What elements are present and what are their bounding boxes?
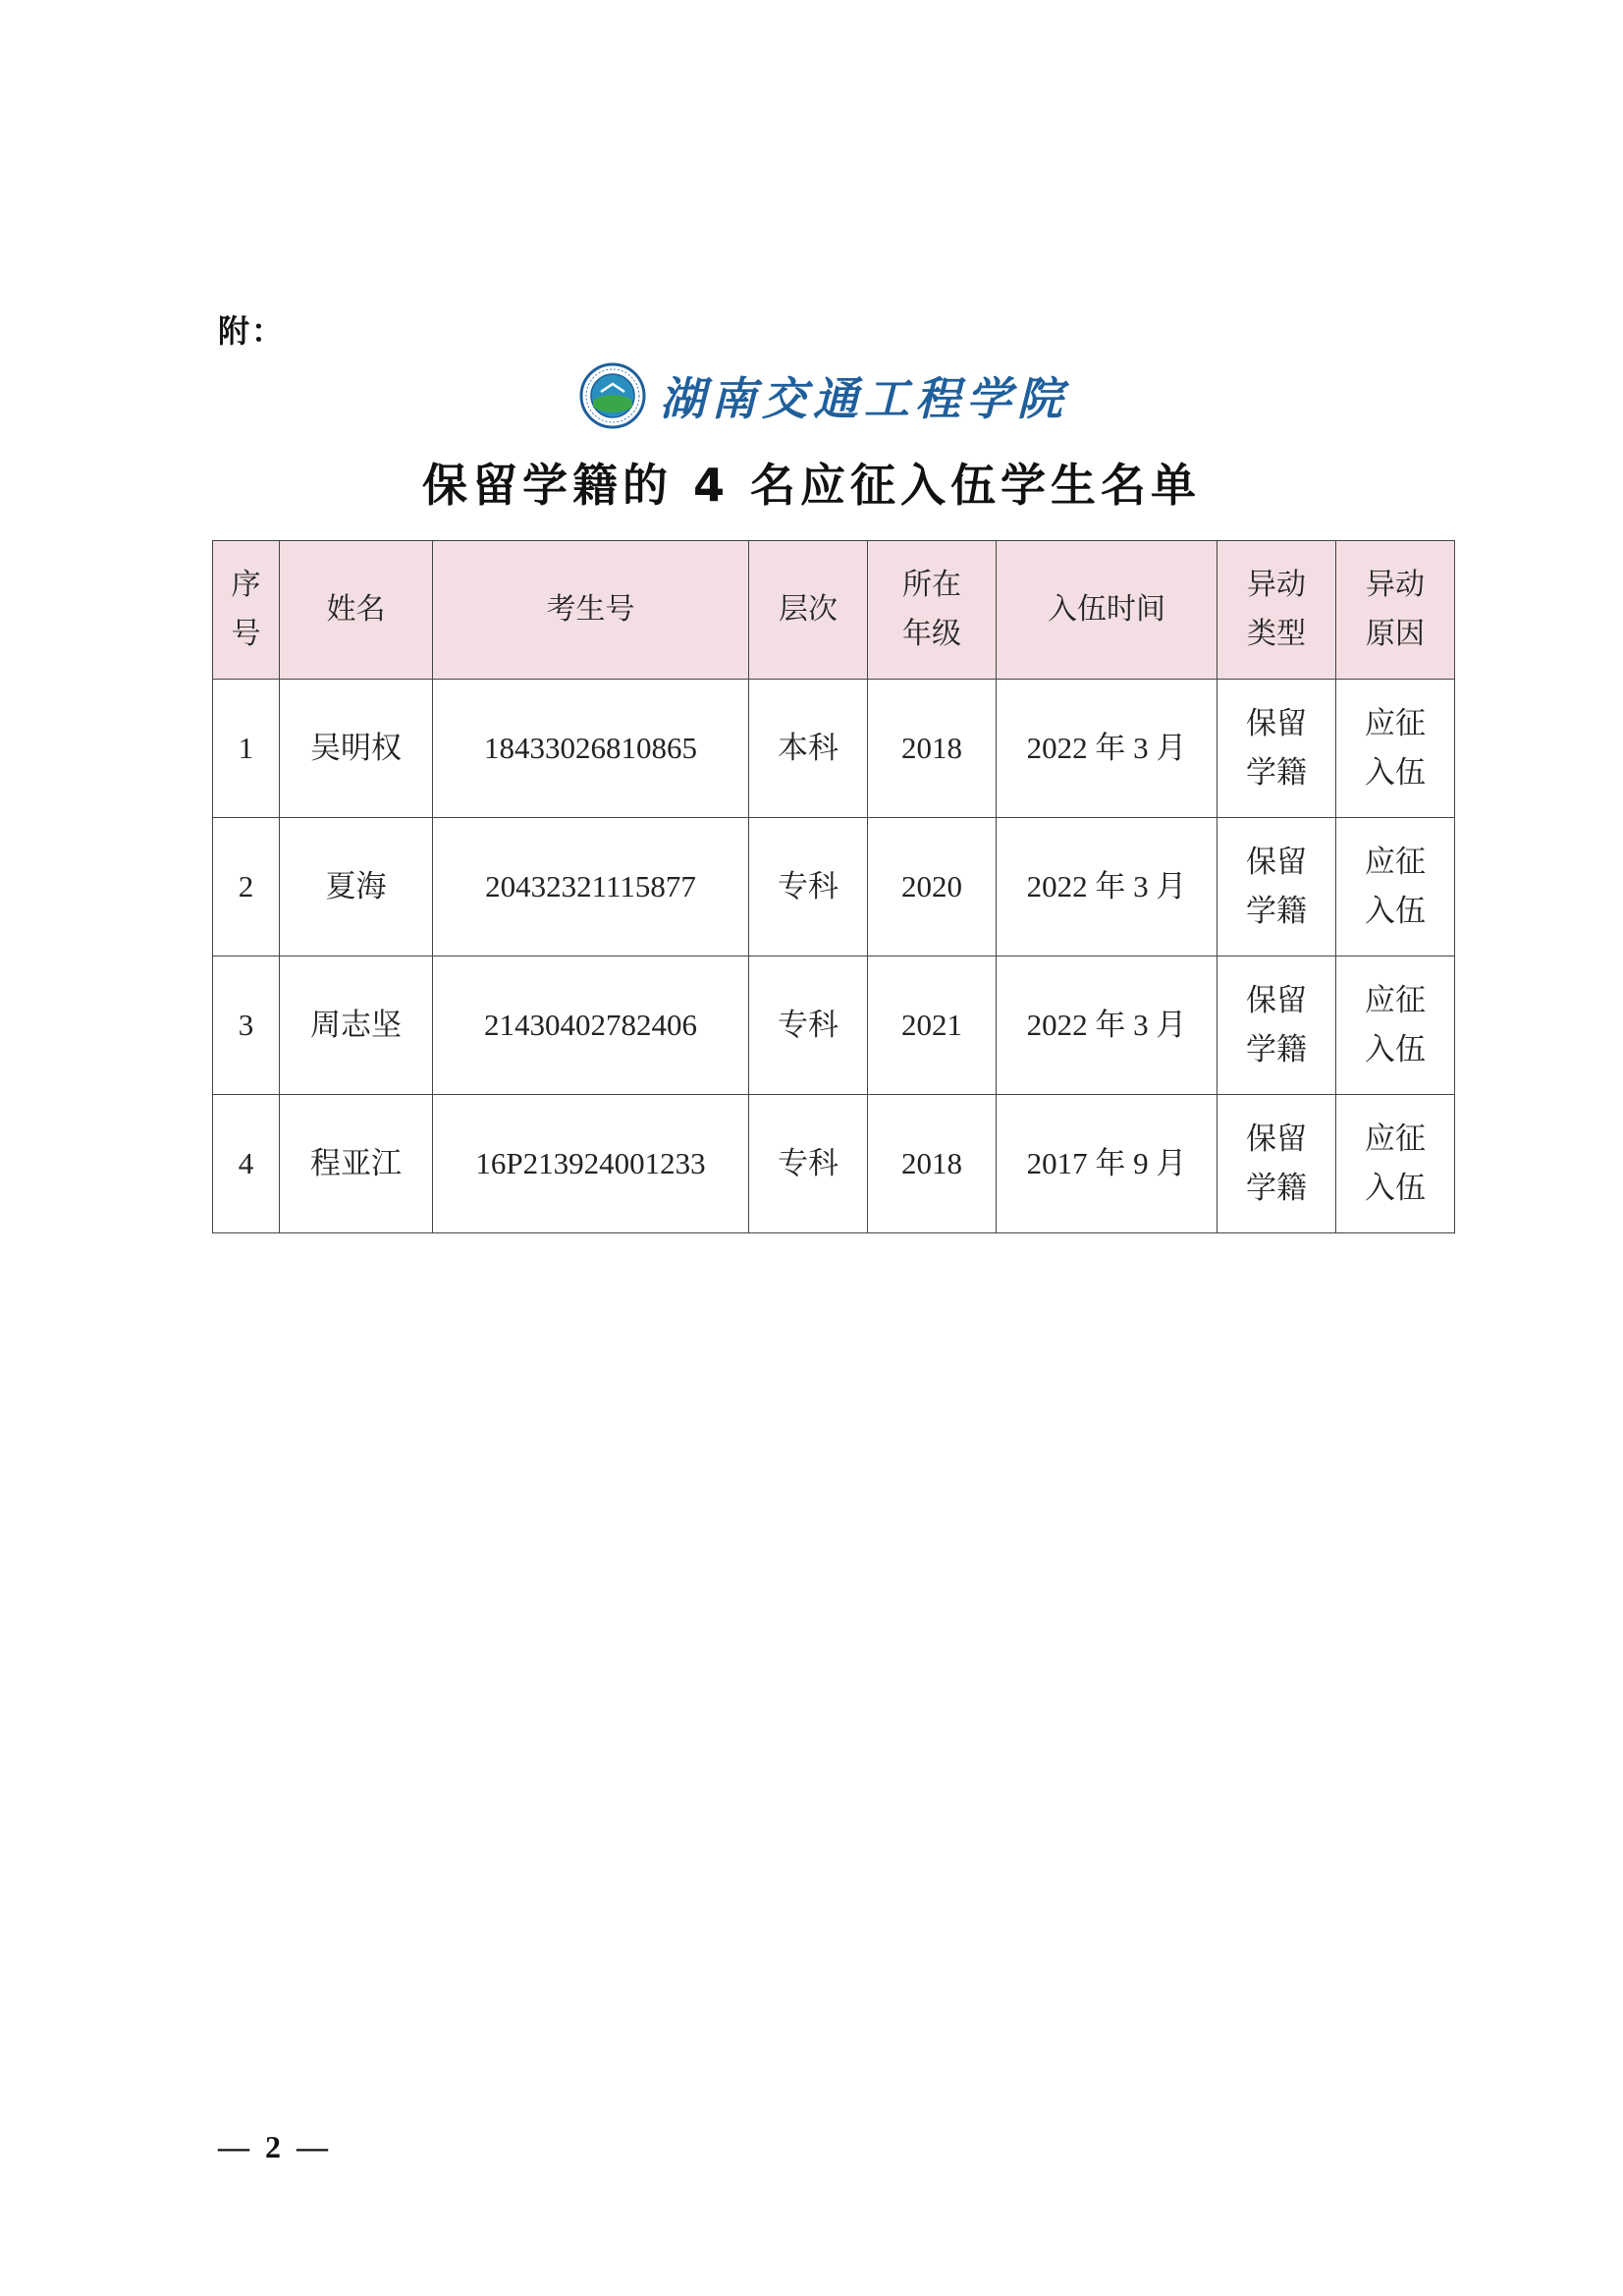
- table-header-row: [213, 541, 1455, 680]
- header-no: 序号: [213, 541, 280, 680]
- cell-grade: 2018: [868, 680, 997, 818]
- cell-grade: 2018: [868, 1095, 997, 1233]
- header-name: 姓名: [280, 541, 433, 680]
- header-change-type: 异动类型: [1217, 541, 1336, 680]
- annex-label: 附：: [218, 312, 286, 350]
- cell-level: 专科: [749, 818, 868, 957]
- table-row: [213, 818, 1455, 957]
- header-enlist-time: 入伍时间: [997, 541, 1217, 680]
- cell-name: 吴明权: [280, 680, 433, 818]
- cell-level: 专科: [749, 1095, 868, 1233]
- cell-change-type: 保留学籍: [1217, 957, 1336, 1095]
- enlisted-students-table: [212, 540, 1455, 1233]
- header-level: 层次: [749, 541, 868, 680]
- cell-enlist-time: 2022 年 3 月: [997, 818, 1217, 957]
- header-grade: 所在年级: [868, 541, 997, 680]
- cell-change-reason: 应征入伍: [1336, 957, 1455, 1095]
- cell-change-reason: 应征入伍: [1336, 818, 1455, 957]
- table-row: [213, 680, 1455, 818]
- cell-enlist-time: 2022 年 3 月: [997, 680, 1217, 818]
- cell-change-reason: 应征入伍: [1336, 680, 1455, 818]
- cell-exam-id: 16P213924001233: [433, 1095, 749, 1233]
- cell-no: 1: [213, 680, 280, 818]
- cell-change-type: 保留学籍: [1217, 818, 1336, 957]
- cell-grade: 2020: [868, 818, 997, 957]
- page-number: — 2 —: [218, 2129, 332, 2164]
- school-seal-icon: [579, 362, 646, 429]
- school-name: 湖南交通工程学院: [660, 372, 1068, 425]
- cell-name: 程亚江: [280, 1095, 433, 1233]
- cell-level: 本科: [749, 680, 868, 818]
- cell-name: 周志坚: [280, 957, 433, 1095]
- document-title: 保留学籍的 4 名应征入伍学生名单: [421, 459, 1202, 512]
- table-row: [213, 957, 1455, 1095]
- school-logo: [579, 361, 1068, 430]
- cell-enlist-time: 2017 年 9 月: [997, 1095, 1217, 1233]
- cell-exam-id: 18433026810865: [433, 680, 749, 818]
- cell-no: 2: [213, 818, 280, 957]
- header-exam-id: 考生号: [433, 541, 749, 680]
- cell-change-reason: 应征入伍: [1336, 1095, 1455, 1233]
- cell-grade: 2021: [868, 957, 997, 1095]
- header-change-reason: 异动原因: [1336, 541, 1455, 680]
- cell-name: 夏海: [280, 818, 433, 957]
- cell-change-type: 保留学籍: [1217, 1095, 1336, 1233]
- cell-level: 专科: [749, 957, 868, 1095]
- cell-no: 4: [213, 1095, 280, 1233]
- cell-exam-id: 21430402782406: [433, 957, 749, 1095]
- table-row: [213, 1095, 1455, 1233]
- cell-no: 3: [213, 957, 280, 1095]
- cell-enlist-time: 2022 年 3 月: [997, 957, 1217, 1095]
- cell-change-type: 保留学籍: [1217, 680, 1336, 818]
- cell-exam-id: 20432321115877: [433, 818, 749, 957]
